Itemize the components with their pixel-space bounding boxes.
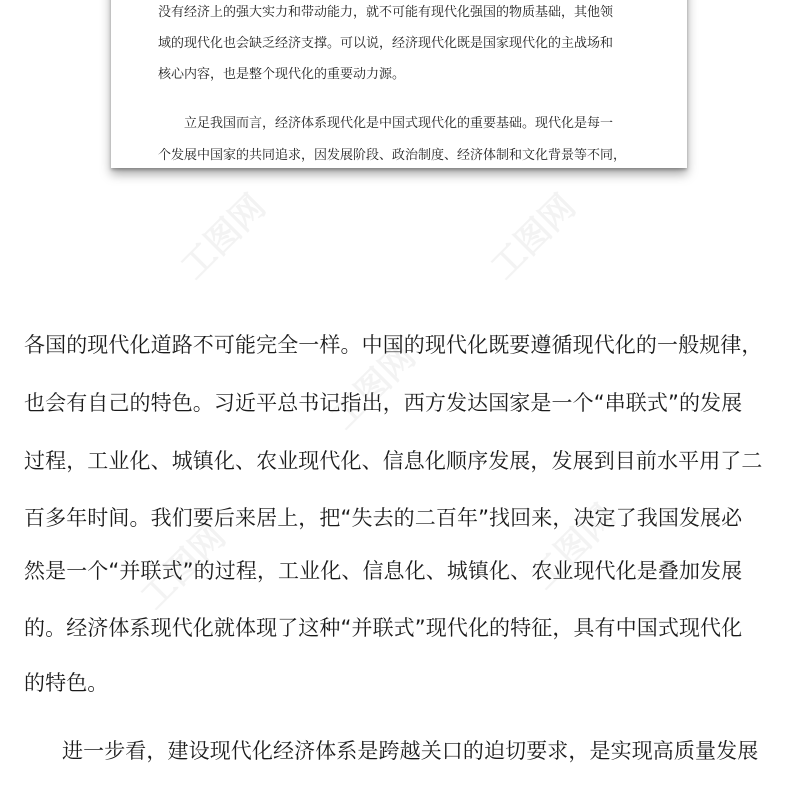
body-line-8: 进一步看，建设现代化经济体系是跨越关口的迫切要求，是实现高质量发展 — [62, 739, 759, 763]
preview-line-4: 立足我国而言，经济体系现代化是中国式现代化的重要基础。现代化是每一 — [184, 116, 614, 131]
body-line-5: 然是一个“并联式”的过程，工业化、信息化、城镇化、农业现代化是叠加发展 — [24, 559, 743, 583]
document-preview-card — [111, 0, 687, 168]
body-line-3: 过程，工业化、城镇化、农业现代化、信息化顺序发展，发展到目前水平用了二 — [24, 449, 763, 473]
body-line-1: 各国的现代化道路不可能完全一样。中国的现代化既要遵循现代化的一般规律， — [24, 333, 763, 357]
watermark-5: 工图网 — [523, 496, 624, 598]
watermark-1: 工图网 — [173, 186, 274, 288]
preview-line-1: 没有经济上的强大实力和带动能力，就不可能有现代化强国的物质基础，其他领 — [158, 5, 614, 20]
body-line-7: 的特色。 — [24, 671, 109, 695]
body-line-6: 的。经济体系现代化就体现了这种“并联式”现代化的特征，具有中国式现代化 — [24, 616, 743, 640]
body-line-2: 也会有自己的特色。习近平总书记指出，西方发达国家是一个“串联式”的发展 — [24, 391, 743, 415]
preview-line-5: 个发展中国家的共同追求，因发展阶段、政治制度、经济体制和文化背景等不同， — [158, 148, 627, 163]
watermark-3: 工图网 — [323, 336, 424, 438]
preview-line-2: 域的现代化也会缺乏经济支撑。可以说，经济现代化既是国家现代化的主战场和 — [158, 36, 614, 51]
preview-line-3: 核心内容，也是整个现代化的重要动力源。 — [158, 67, 406, 82]
body-line-4: 百多年时间。我们要后来居上，把“失去的二百年”找回来，决定了我国发展必 — [24, 506, 743, 530]
watermark-4: 工图网 — [133, 516, 234, 618]
watermark-2: 工图网 — [483, 186, 584, 288]
